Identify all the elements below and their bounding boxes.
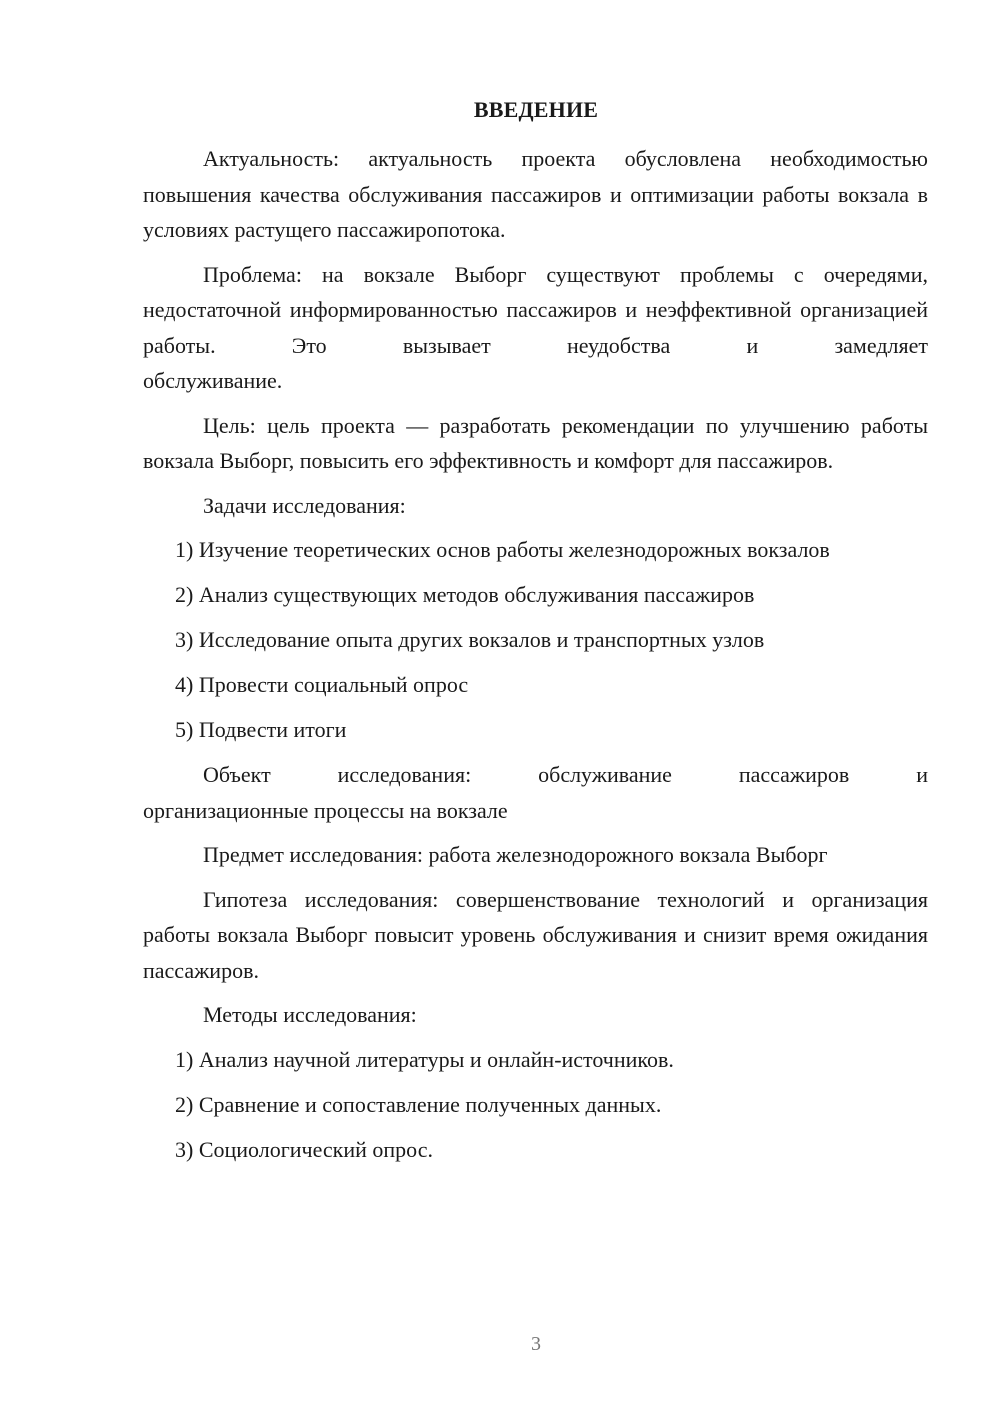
object-paragraph-end: организационные процессы на вокзале — [143, 797, 508, 823]
task-item-5: 5) Подвести итоги — [175, 717, 347, 742]
task-item-3: 3) Исследование опыта других вокзалов и транспортных узлов — [175, 627, 765, 652]
goal-paragraph: Цель: цель проекта — разработать рекомендации по улучшению работы вокзала Выборг, повысить его эффективность и комфорт для пассажиров. — [143, 412, 928, 473]
tasks-heading: Задачи исследования: — [203, 492, 406, 518]
page-number: 3 — [531, 1333, 541, 1355]
method-item-1: 1) Анализ научной литературы и онлайн-источников. — [175, 1046, 674, 1072]
subject-paragraph: Предмет исследования: работа железнодорожного вокзала Выборг — [203, 842, 828, 867]
task-item-1: 1) Изучение теоретических основ работы железнодорожных вокзалов — [175, 537, 830, 562]
task-item-2: 2) Анализ существующих методов обслуживания пассажиров — [175, 582, 755, 607]
method-item-2: 2) Сравнение и сопоставление полученных данных. — [175, 1091, 662, 1117]
task-item-4: 4) Провести социальный опрос — [175, 672, 469, 697]
problem-paragraph: Проблема: на вокзале Выборг существуют проблемы с очередями, недостаточной информированностью пассажиров и неэффективной организацией работы. Это вызывает неудобства и замедляет — [143, 261, 928, 358]
page-title: ВВЕДЕНИЕ — [473, 97, 599, 122]
document-body — [143, 141, 928, 1177]
relevance-paragraph: Актуальность: актуальность проекта обусловлена необходимостью повышения качества обслуживания пассажиров и оптимизации работы вокзала в условиях растущего пассажиропотока. — [143, 146, 928, 242]
problem-paragraph-end: обслуживание. — [143, 368, 283, 393]
object-paragraph: Объект исследования: обслуживание пассажиров и — [203, 762, 928, 787]
hypothesis-paragraph: Гипотеза исследования: совершенствование технологий и организация работы вокзала Выборг повысит уровень обслуживания и снизит время ожидания пассажиров. — [143, 886, 928, 983]
method-item-3: 3) Социологический опрос. — [175, 1136, 433, 1162]
methods-heading: Методы исследования: — [203, 1002, 417, 1027]
